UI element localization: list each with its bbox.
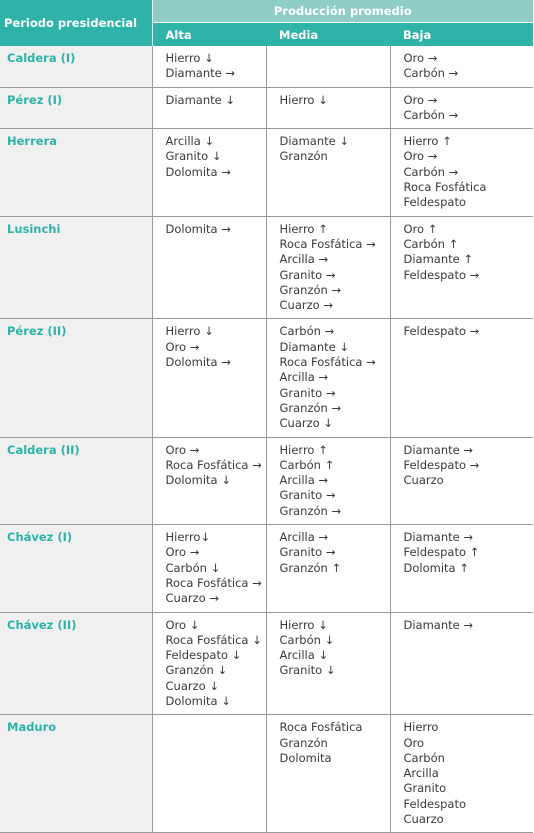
mineral-item: Hierro↓ <box>165 530 211 545</box>
mineral-item: Cuarzo → <box>165 591 219 606</box>
mineral-item: Diamante ↓ <box>279 134 350 149</box>
baja-cell <box>390 525 533 612</box>
mineral-item: Roca Fosfática <box>279 720 363 735</box>
mineral-item: Arcilla → <box>279 252 329 267</box>
mineral-item: Carbón ↑ <box>279 457 335 472</box>
baja-cell <box>390 129 533 216</box>
mineral-item: Roca Fosfática ↓ <box>165 632 262 647</box>
mineral-item: Diamante ↓ <box>279 339 350 354</box>
mineral-item: Hierro ↓ <box>165 51 214 65</box>
mineral-item: Cuarzo ↓ <box>165 678 219 693</box>
baja-cell <box>390 87 533 129</box>
mineral-item: Arcilla <box>403 766 439 781</box>
period-cell: Lusinchi <box>0 216 152 319</box>
media-cell <box>266 87 390 129</box>
alta-cell <box>152 216 266 319</box>
media-cell <box>266 319 390 437</box>
period-cell: Herrera <box>0 129 152 216</box>
mineral-item: Carbón → <box>403 66 459 81</box>
mineral-item: Diamante → <box>165 66 236 81</box>
media-cell <box>266 46 390 87</box>
baja-cell <box>390 612 533 715</box>
media-cell <box>266 216 390 319</box>
mineral-item: Diamante → <box>403 442 474 457</box>
mineral-item: Oro <box>403 735 425 750</box>
mineral-item: Dolomita ↑ <box>403 560 469 575</box>
mineral-item: Feldespato ↑ <box>403 545 480 560</box>
alta-cell <box>152 87 266 129</box>
media-cell <box>266 715 390 833</box>
mineral-item: Dolomita → <box>165 355 231 370</box>
mineral-item: Hierro ↓ <box>165 324 214 339</box>
table-body <box>0 46 533 833</box>
mineral-item: Feldespato <box>403 195 467 210</box>
mineral-item: Granito → <box>279 385 336 400</box>
mineral-item: Hierro <box>403 720 439 735</box>
mineral-item: Hierro ↓ <box>279 617 328 632</box>
table-row <box>0 319 533 437</box>
alta-cell <box>152 715 266 833</box>
mineral-item: Granito → <box>279 267 336 282</box>
mineral-item: Carbón <box>403 750 445 765</box>
period-cell: Maduro <box>0 715 152 833</box>
mineral-item: Cuarzo <box>403 812 444 827</box>
mineral-item: Roca Fosfática → <box>165 575 262 590</box>
media-cell <box>266 437 390 524</box>
baja-cell <box>390 319 533 437</box>
mineral-item: Hierro ↑ <box>279 442 328 457</box>
mineral-item: Oro ↑ <box>403 221 438 236</box>
period-cell: Chávez (II) <box>0 612 152 715</box>
mineral-item: Granzón <box>279 149 328 164</box>
header-production: Producción promedio <box>152 0 533 23</box>
alta-cell <box>152 46 266 87</box>
mineral-item: Roca Fosfática → <box>279 236 376 251</box>
baja-cell <box>390 437 533 524</box>
mineral-item: Diamante ↑ <box>403 252 474 267</box>
mineral-item: Granito → <box>279 488 336 503</box>
mineral-item: Oro → <box>403 149 438 164</box>
mineral-item: Dolomita ↓ <box>165 473 231 488</box>
table-row <box>0 612 533 715</box>
mineral-item: Oro ↓ <box>165 617 200 632</box>
mineral-item: Granzón <box>279 735 328 750</box>
mineral-item: Feldespato → <box>403 457 480 472</box>
mineral-item: Dolomita → <box>165 221 231 236</box>
header-baja: Baja <box>390 23 533 47</box>
mineral-item: Oro → <box>165 545 200 560</box>
mineral-item: Oro → <box>165 442 200 457</box>
alta-cell <box>152 612 266 715</box>
mineral-item: Cuarzo → <box>279 298 333 313</box>
mineral-item: Cuarzo <box>403 473 444 488</box>
table-row <box>0 129 533 216</box>
table-header <box>0 0 533 46</box>
mineral-item: Granzón ↑ <box>279 560 342 575</box>
period-cell: Caldera (I) <box>0 46 152 87</box>
media-cell <box>266 525 390 612</box>
period-cell: Pérez (I) <box>0 87 152 129</box>
alta-cell <box>152 129 266 216</box>
mineral-item: Hierro ↓ <box>279 92 328 107</box>
mineral-item: Granito → <box>279 545 336 560</box>
mineral-item: Granzón → <box>279 282 342 297</box>
mineral-item: Arcilla → <box>279 473 329 488</box>
alta-cell <box>152 525 266 612</box>
mineral-item: Arcilla ↓ <box>279 648 329 663</box>
period-cell: Caldera (II) <box>0 437 152 524</box>
mineral-item: Carbón ↑ <box>403 236 459 251</box>
mineral-item: Arcilla ↓ <box>165 134 215 149</box>
baja-cell <box>390 46 533 87</box>
baja-cell <box>390 715 533 833</box>
mineral-item: Carbón ↓ <box>279 632 335 647</box>
mineral-item: Feldespato → <box>403 324 480 339</box>
mineral-item: Carbón ↓ <box>165 560 221 575</box>
alta-cell <box>152 437 266 524</box>
mineral-item: Arcilla → <box>279 370 329 385</box>
mineral-item: Dolomita <box>279 750 332 765</box>
table-row <box>0 87 533 129</box>
header-period: Periodo presidencial <box>0 0 152 46</box>
table-row <box>0 216 533 319</box>
mineral-item: Carbón → <box>403 107 459 122</box>
alta-cell <box>152 319 266 437</box>
header-alta: Alta <box>152 23 266 47</box>
mineral-item: Oro → <box>403 51 438 65</box>
mineral-item: Roca Fosfática <box>403 180 487 195</box>
mineral-item: Hierro ↑ <box>403 134 452 149</box>
period-cell: Pérez (II) <box>0 319 152 437</box>
mineral-item: Oro → <box>165 339 200 354</box>
period-cell: Chávez (I) <box>0 525 152 612</box>
mineral-item: Feldespato ↓ <box>165 648 242 663</box>
mineral-item: Cuarzo ↓ <box>279 416 333 431</box>
mineral-item: Granzón → <box>279 503 342 518</box>
mineral-item: Granzón ↓ <box>165 663 228 678</box>
table-row <box>0 715 533 833</box>
mineral-item: Carbón → <box>279 324 335 339</box>
table-row <box>0 525 533 612</box>
mineral-item: Roca Fosfática → <box>165 457 262 472</box>
media-cell <box>266 129 390 216</box>
mineral-item: Granito ↓ <box>279 663 336 678</box>
mineral-item: Dolomita ↓ <box>165 693 231 708</box>
mineral-item: Granito <box>403 781 447 796</box>
mineral-item: Roca Fosfática → <box>279 355 376 370</box>
mineral-item: Hierro ↑ <box>279 221 328 236</box>
mineral-item: Feldespato → <box>403 267 480 282</box>
mineral-item: Granito ↓ <box>165 149 222 164</box>
mineral-item: Granzón → <box>279 400 342 415</box>
media-cell <box>266 612 390 715</box>
table-row <box>0 46 533 87</box>
mineral-item: Diamante → <box>403 617 474 632</box>
table-row <box>0 437 533 524</box>
mineral-item: Diamante ↓ <box>165 92 236 107</box>
mineral-item: Dolomita → <box>165 164 231 179</box>
mineral-item: Oro → <box>403 92 438 107</box>
mineral-item: Feldespato <box>403 796 467 811</box>
mineral-item: Arcilla → <box>279 530 329 545</box>
header-media: Media <box>266 23 390 47</box>
baja-cell <box>390 216 533 319</box>
mineral-item: Diamante → <box>403 530 474 545</box>
mineral-item: Carbón → <box>403 164 459 179</box>
